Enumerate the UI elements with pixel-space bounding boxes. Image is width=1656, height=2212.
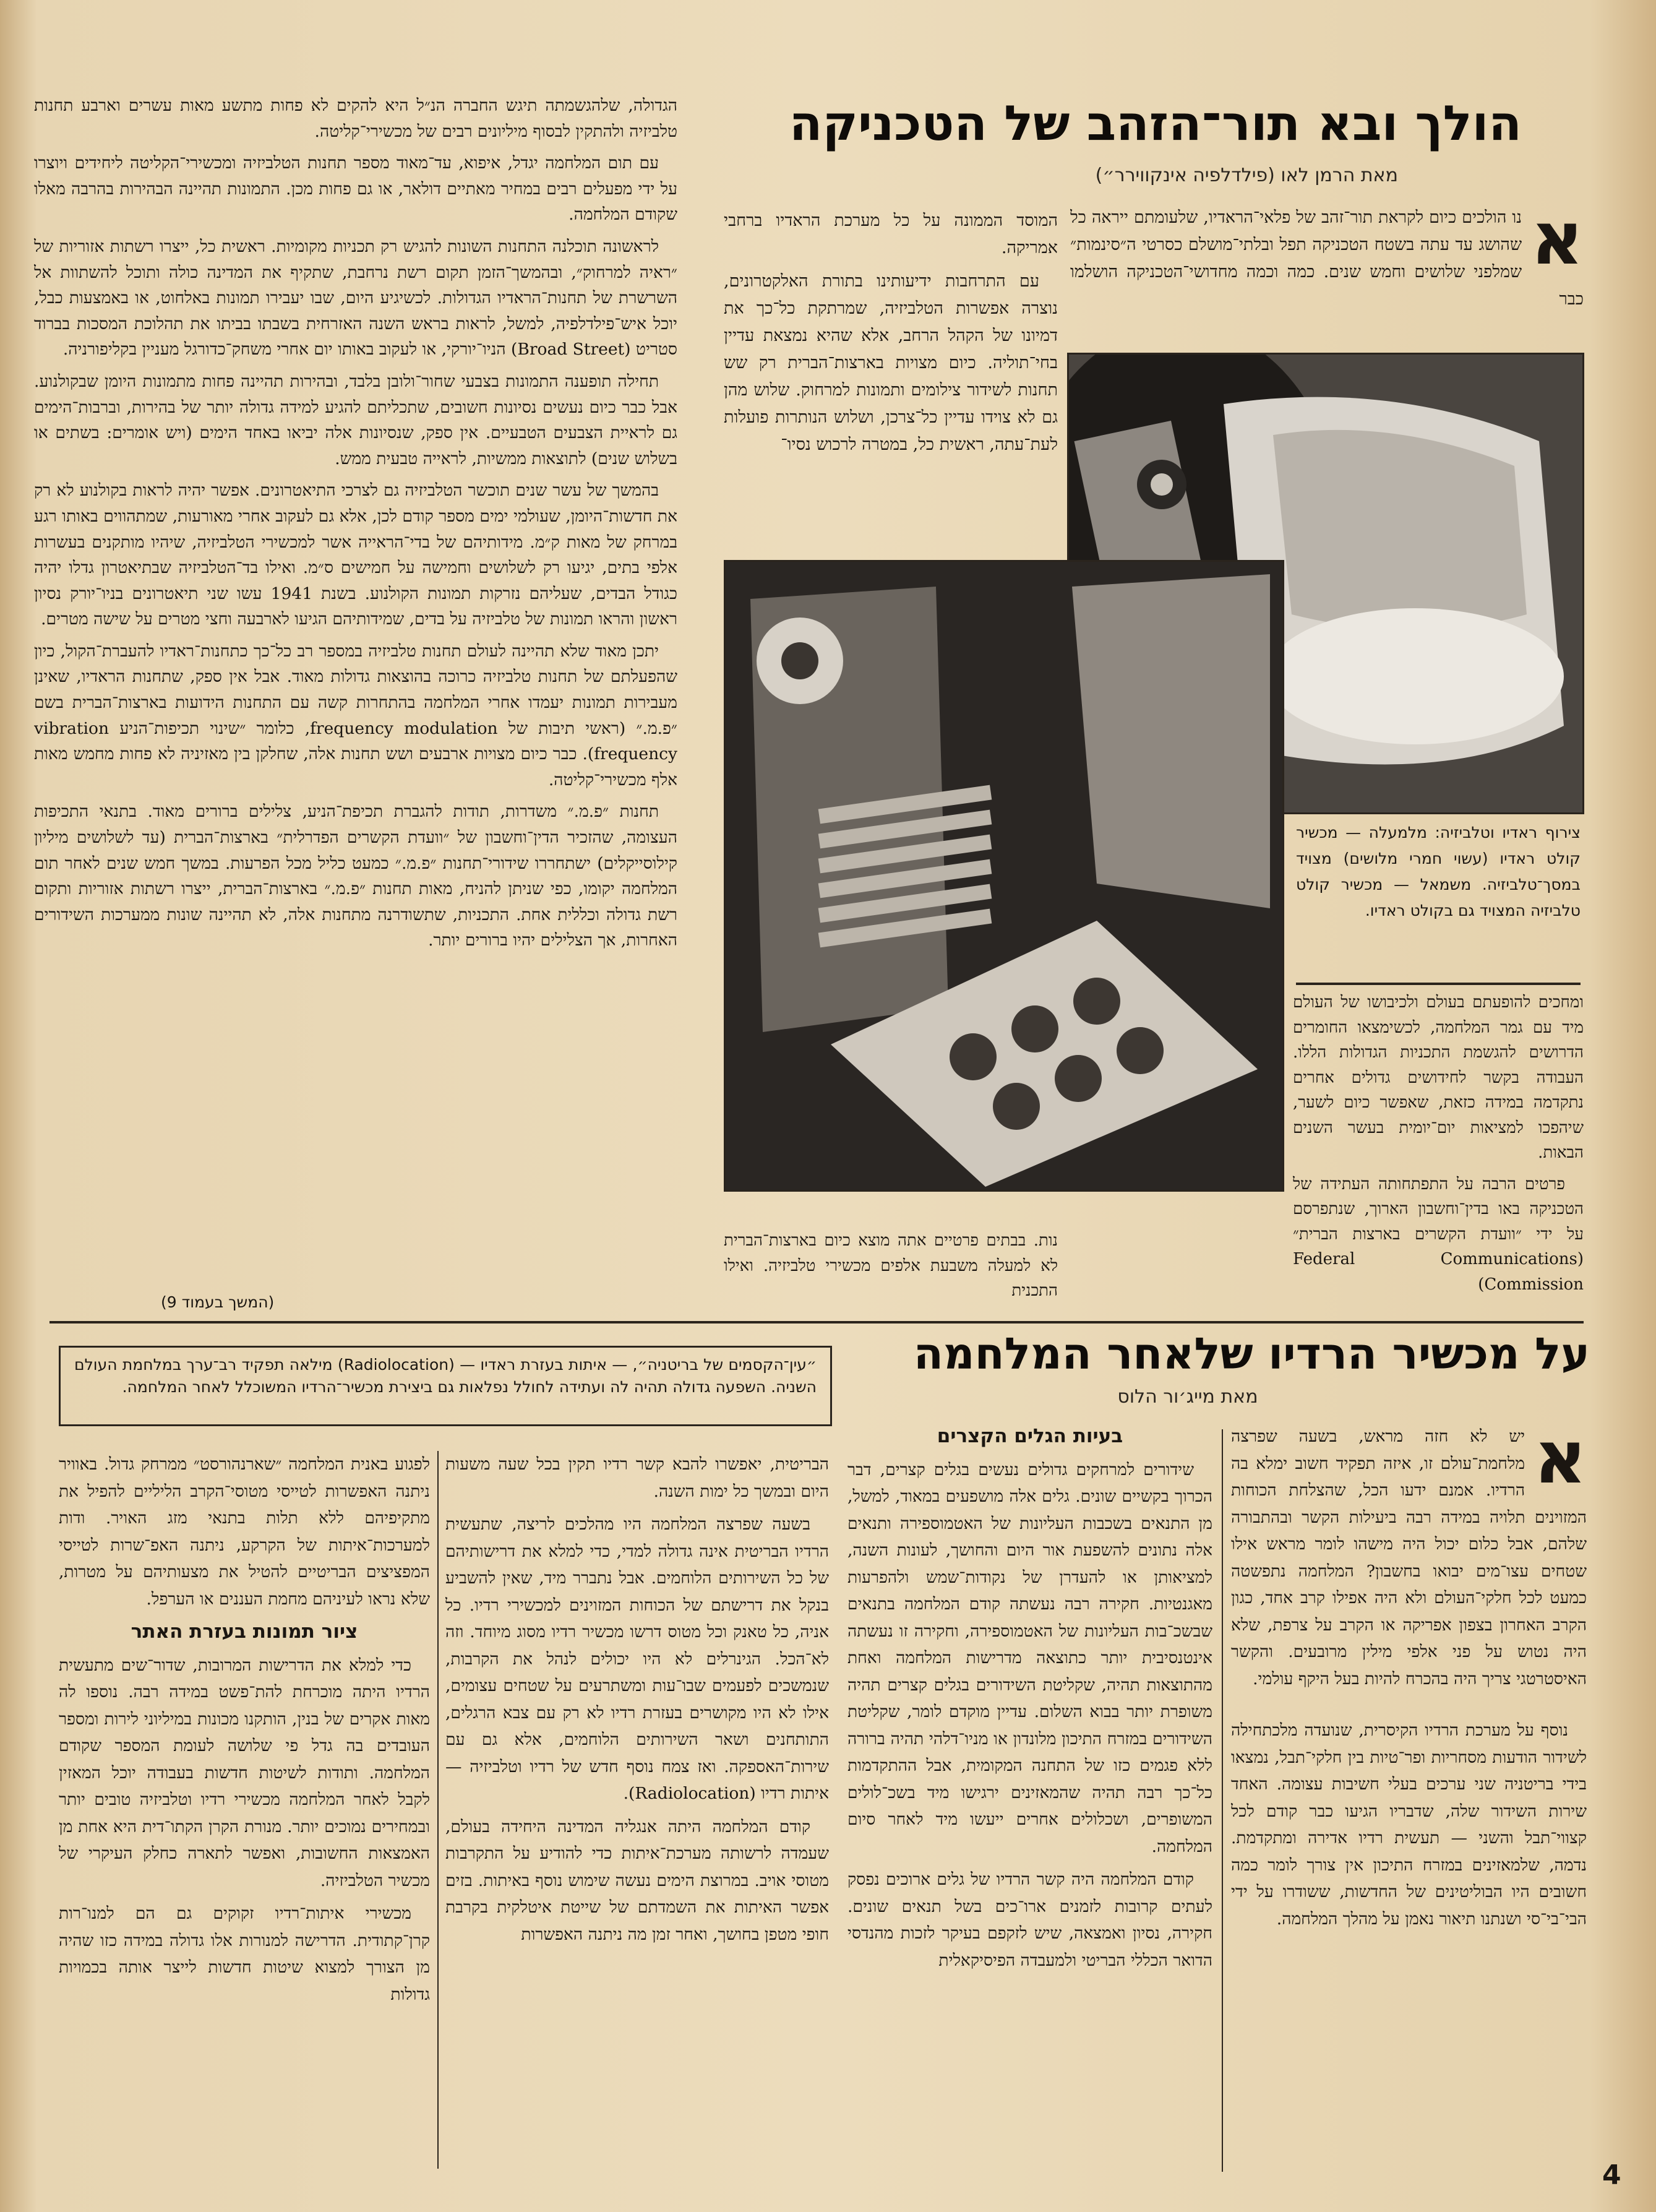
paragraph: כדי למלא את הדרישות המרובות, שדור־שים מתעשית הרדיו היתה מוכרחת להת־פשט במידה רבה. נוספו לה מאות אקרים של בנין, הותקנו מכונות במיליוני לירות ומספר העובדים בה גדל פי שלושה לעומת המספר שקודם המלחמה. ותודות לשיטות חדשות בעבודה יוכל המאזין לקבל לאחר המלחמה מכשירי רדיו וטלביזיה טובים יותר ובמחירים נמוכים יותר. מנורת הקרן הקתו־דית היא אחת מן האמצאות החשובות, ואפשר לתארה כחלק העיקרי של מכשיר הטלביזיה. [59,1655,430,1890]
paragraph: הגדולה, שלהגשמתה תיגש החברה הנ״ל היא להקים לא פחות מתשע מאות עשרים וארבע תחנות טלביזיה ולהתקין לבסוף מיליונים רבים של מכשירי־קליטה. [34,96,677,141]
paragraph: עם התרחבות ידיעותינו בתורת האלקטרונים, נוצרה אפשרות הטלביזיה, שמרתקת כל־כך את דמיונו של הקהל הרחב, אלא שהיא נמצאת עדיין בחי־תוליה. כיום מצויות בארצות־הברית רק שש תחנות לשידור צילומים ותמונות למרחוק. שלוש מהן גם לא צוידו עדיין כל־צרכן, ושלוש הנותרות פועלות לעת־עתה, ראשית כל, במטרה לרכוש נסיו־ [724,272,1058,454]
article-separator [49,1321,1584,1323]
article1-dropcap: א [1530,204,1584,281]
paragraph: מכשירי איתות־רדיו זקוקים גם הם למנו־רות קרן־קתודית. הדרישה למנורות אלו גדולה במידה כזו שהיה מן הצורך למצוא שיטות חדשות לייצר אותה בכמויות גדולות [59,1904,430,2004]
paragraph: נות. בבתים פרטיים אתה מוצא כיום בארצות־הברית לא למעלה משבעת אלפים מכשירי טלביזיה. ואילו התכנית [724,1231,1058,1300]
column-rule [1222,1429,1223,2172]
article2-column-2 [847,1423,1212,2190]
subhead-pictures-by-ether: ציור תמונות בעזרת האתר [131,1620,358,1643]
article1-bottom-right-column [1293,990,1584,1312]
article2-column-3 [445,1451,829,2190]
television-set-photo [724,560,1284,1192]
paragraph: ומחכים להופעתם בעולם ולכיבושו של העולם מיד עם גמר המלחמה, לכשימצאו החומרים הדרושים להגשמת התכניות הגדולות הללו. העבודה בקשר לחידושים גדולים אחרים נתקדמה במידה כזאת, שאפשר כיום לשער, שיהפכו למציאות יום־יומית בעשר השנים הבאות. [1293,993,1584,1162]
paragraph: בשעה שפרצה המלחמה היו מהלכים לריצה, שתעשית הרדיו הבריטית אינה גדולה למדי, כדי למלא את דרישותיהם של כל השירותים הלוחמים. אבל נתברר מיד, שאין להשביע בנקל את דרישתם של הכוחות המזוינים למכשירי רדיו. כל אניה, כל טאנק וכל מטוס דרשו מכשיר רדיו מסוג מיוחד. וזה לא־הכל. הגינרלים לא היו יכולים לנהל את הקרבות, שנמשכים לפעמים שבו־עות ומשתרעים על שטחים עצומים, אילו לא היו מקושרים בעזרת רדיו לא רק עם צבא הרגלים, התותחנים ושאר השירותים הלוחמים, אלא גם עם שירות־האספקה. ואז צמח נוסף חדש של רדיו וטלביזיה — איתות רדיו (Radiolocation). [445,1515,829,1803]
article2-intro-box: ״עין־הקסמים של בריטניה״, — איתות בעזרת ראדיו — (Radiolocation) מילאה תפקיד רב־ערך במלחמת העולם השניה. השפעה גדולה תהיה לה ועתידה לחולל נפלאות גם ביצירת מכשיר־הרדיו המשוכלל לאחר המלחמה. [59,1346,832,1426]
article1-byline: מאת הרמן לאו (פילדלפיה אינקווירר״) [1095,165,1398,186]
paragraph: תחנות ״פ.מ.״ משדרות, תודות להגברת תכיפת־הניע, צלילים ברורים מאוד. בתנאי התכיפות העצומה, שהזכיר הדין־וחשבון של ״וועדת הקשרים הפדרלית״ בארצות־הברית (עד לשלושים מיליון קילוסייקלים) ישתחררו שידורי־תחנות ״פ.מ.״ כמעט כליל מכל הפרעות. במשך חמש שנים לאחר תום המלחמה יקומו, כפי שניתן להניח, מאות תחנות ״פ.מ.״ בארצות־הברית, ייצרו רשתות אזוריות ותקום רשת גדולה וכללית אחת. התכניות, שתשודרנה מתחנות אלה, לא תהיינה שונות ממערכות השידורים האחרות, אך הצלילים יהיו ברורים יותר. [34,802,677,950]
article2-column-1 [1231,1423,1587,2190]
column-rule [437,1451,439,2169]
article1-intro-column [1070,204,1584,353]
paragraph: קודם המלחמה היתה אנגליה המדינה היחידה בעולם, שעמדה לרשותה מערכת־איתות כדי להודיע על התקרבות מטוסי אויב. במרוצת הימים נעשה שימוש נוסף באיתות. בזים אפשר האיתות את השמדתם של שייטת איטלקית בקרבת חופי מטפן בחושך, ואחר זמן מה ניתנה האפשרות [445,1817,829,1944]
caption-divider [1296,983,1581,985]
article1-title: הולך ובא תור־הזהב של הטכניקה [789,96,1522,152]
paragraph: עם תום המלחמה יגדל, איפוא, עד־מאוד מספר תחנות הטלביזיה ומכשירי־הקליטה ליחידים ויוצרו על ידי מפעלים רבים במחיר מאתיים דולאר, או גם פחות מכן. התמונות תהיינה הבהירות בהרבה מאלו שקודם המלחמה. [34,153,677,225]
photo-illustration [726,562,1282,1190]
article1-middle-column [724,207,1058,554]
paragraph: פרטים הרבה על התפתחותה העתידה של הטכניקה באו בדין־וחשבון הארוך, שנתפרסם על ידי ״וועדת הקשרים בארצות הברית״ (Federal Communications Commission) [1293,1174,1584,1294]
paragraph: שידורים למרחקים גדולים נעשים בגלים קצרים, דבר הכרוך בקשיים שונים. גלים אלה מושפעים במאוד, למשל, מן התנאים בשכבות העליונות של האטמוספירה ותנאים אלה נתונים להשפעת אור היום והחושך, לעונות השנה, למציאותן או להעדרן של נקודות־שמש ולהפרעות מאגנטיות. חקירה רבה נעשתה קודם המלחמה בתנאים שבשכ־בות העליונות של האטמוספירה, וחקירה זו נעשתה אינטנסיבית יותר כתוצאה מדרישות המלחמה ואחת מהתוצאות תהיה, שקליטת השידורים בגלים קצרים תהיה משופרת יותר בבוא השלום. עדיין מוקדם לומר, שקליטת השידורים במזרח התיכון מלונדון או מניו־דלהי תהיה ברורה ללא פגמים כזו של התחנה המקומית, אבל ההתקדמות כל־כך רבה תהיה שהמאזינים ירגישו מיד בשכ־לולים המשופרים, ושכלולים אחרים ייעשו מיד לאחר סיום המלחמה. [847,1460,1212,1856]
paragraph: הבריטית, יאפשרו להבא קשר רדיו תקין בכל שעה משעות היום ובמשך כל ימות השנה. [445,1455,829,1501]
article2-column-4 [59,1451,430,2190]
paragraph: יתכן מאוד שלא תהיינה לעולם תחנות טלביזיה במספר רב כל־כך כתחנות־ראדיו להעברת־הקול, כיון שהפעלתם של תחנות טלביזיה כרוכה בהוצאות גדולות מאוד. אבל אין ספק, שתחנות הראדיו, שאינן מעבירות תמונות יעמדו אחרי המלחמה בהתחרות קשה עם התחנות הידועות בארצות־הברית בשם ״פ.מ.״ (ראשי תיבות של frequency modulation, כלומר ״שינוי תכיפות־הניע vibration frequency). כבר כיום מצויות ארבעים ושש תחנות אלה, שחלקן בין מאזיניה לא פחות מחמש מאות אלף מכשירי־קליטה. [34,641,677,790]
paragraph: יש לא חזה מראש, בשעה שפרצה מלחמת־עולם זו, איזה תפקיד חשוב ימלא בה הרדיו. אמנם ידעו הכל, שהצלחת הכוחות המזוינים תלויה במידה רבה ביעילות הקשר ובהתבורה שלהם, אבל כלום יכול היה מישהו לומר מראש אילו שטחים עצו־מים יבואו בחשבון? המלחמה נתפשטה כמעט לכל חלקי־העולם ולא היה אפילו קרב אחד, כגון הקרב האחרון בצפון אפריקה או הקרב על צרפת, שלא היה נטוש על פני אלפי מילין מרובעים. והקשר האיסטרטגי צריך היה בהכרח להיות בעל היקף עולמי. [1231,1427,1587,1689]
article1-left-column [34,93,677,1306]
paragraph: תחילה תופענה התמונות בצבעי שחור־ולובן בלבד, ובהירות תהיינה פחות מתמונות היומן שבקולנוע. אבל כבר כיום נעשים נסיונות חשובים, שתכליתם להגיע למידה גדולה יותר של בהירות, וברבות־הימים גם לראיית הצבעים הטבעיים. אין ספק, שנסיונות אלה יביאו באחד הימים (ויש אומרים: בשתים או בשלוש שנים) לתוצאות ממשיות, לראייה טבעית ממש. [34,371,677,468]
paragraph: נוסף על מערכת הרדיו הקיסרית, שנועדה מלכתחילה לשידור הודעות מסחריות ופר־טיות בין חלקי־תבל, נמצאו בידי בריטניה שני ערכים בעלי חשיבות עצומה. האחד שירות השידור שלה, שדבריו הגיעו כבר קודם לכל קצווי־תבל והשני — תעשית רדיו אדירה ומתקדמת. נדמה, שלמאזינים במזרח התיכון אין צורך לומר כמה חשובים היו הבוליטינים של החדשות, ששודרו על ידי הבי־בי־סי ושנתנו תיאור נאמן על מהלך המלחמה. [1231,1721,1587,1929]
paragraph: לראשונה תוכלנה התחנות השונות להגיש רק תכניות מקומיות. ראשית כל, ייצרו רשתות אזוריות של ״ראיה למרחוק״, ובהמשך־הזמן תקום רשת נרחבת, שתקיף את המדינה כולה ותוכל להשתוות אל השרשרת של תחנות־הראדיו הגדולות. לכשיגיע היום, שבו יעבירו תמונות באלחוט, או באמצעות כבל, יוכל איש־פילדלפיה, למשל, לראות בראש השנה האזרחית בשבתו בביתו את תהלוכת המסכות בברוד סטריט (Broad Street) הניו־יורקי, או לעקוב באותו יום אחרי משחק־כדורגל מעניין בקליפורניה. [34,236,677,359]
article2-title: על מכשיר הרדיו שלאחר המלחמה [913,1328,1590,1379]
article2-byline: מאת מייג׳ור הלוס [1117,1386,1258,1408]
paragraph: קודם המלחמה היה קשר הרדיו של גלים ארוכים נפסק לעתים קרובות לזמנים ארו־כים בשל תנאים שונים. חקירה, נסיון ואמצאה, שיש לזקפם בעיקר לזכות מהנדסי הדואר הכללי הבריטי ולמעבדה הפיסיקאלית [847,1870,1212,1970]
page-number: 4 [1602,2159,1621,2191]
paragraph: המוסד הממונה על כל מערכת הראדיו ברחבי אמריקה. [724,211,1058,257]
continued-note: (המשך בעמוד 9) [161,1293,275,1311]
article1-intro-text: נו הולכים כיום לקראת תור־זהב של פלאי־הראדיו, שלעומתם ייראה כל שהושג עד עתה בשטח הטכניקה תפל ובלתי־מושלם כסרטי ה״סינמות״ שמלפני שלושים וחמש שנים. כמה וכמה מחדושי־הטכניקה הושלמו כבר [1070,208,1584,309]
photo-caption: צירוף ראדיו וטלביזיה: מלמעלה — מכשיר קולט ראדיו (עשוי חמרי מלושים) מצויד במסך־טלביזיה. משמאל — מכשיר קולט טלביזיה המצויד גם בקולט ראדיו. [1296,824,1581,919]
subhead-shortwave: בעיות הגלים הקצרים [937,1425,1123,1447]
paragraph: בהמשך של עשר שנים תוכשר הטלביזיה גם לצרכי התיאטרונים. אפשר יהיה לראות בקולנוע לא רק את חדשות־היומן, שעולמי ימים מספר קודם לכן, אלא גם לעקוב אחרי מאורעות, שמתהווים באותו רגע במרחק של מאות ק״מ. מידותיהם של בדי־הראייה אשר למכשירי הטלביזיה, שיהיו מותקנים בעשרות אלפי בתים, יגיעו רק לשלושים וחמישה על חמישים ס״מ. ואילו בד־הטלביזיה שבתיאטרון גדלו יהיה כגודל הבדים, שעליהם נזרקות תמונות הקולנוע. בשנת 1941 עשו שני תיאטרונים בניו־יורק נסיון ראשון והראו תמונות של טלביזיה על בדים, שמידותיהם הגיעו לארבעה וחצי מטרים על שישה מטרים. [34,481,677,629]
paragraph: לפגוע באנית המלחמה ״שארנהורסט״ ממרחק גדול. באוויר ניתנה האפשרות לטייסי מטוסי־הקרב הליליים להפיל את מתקיפיהם ללא תלות בתנאי מזג האויר. ודות למערכות־איתות של הקרקע, ניתנה האפ־שרות לטייסי המפציצים הבריטיים להטיל את מצעותיהם על מטרות, שלא נראו לעיניהם מחמת העננים או הערפל. [59,1455,430,1609]
article1-bottom-middle-column [724,1228,1058,1309]
article2-dropcap: א [1534,1423,1587,1500]
